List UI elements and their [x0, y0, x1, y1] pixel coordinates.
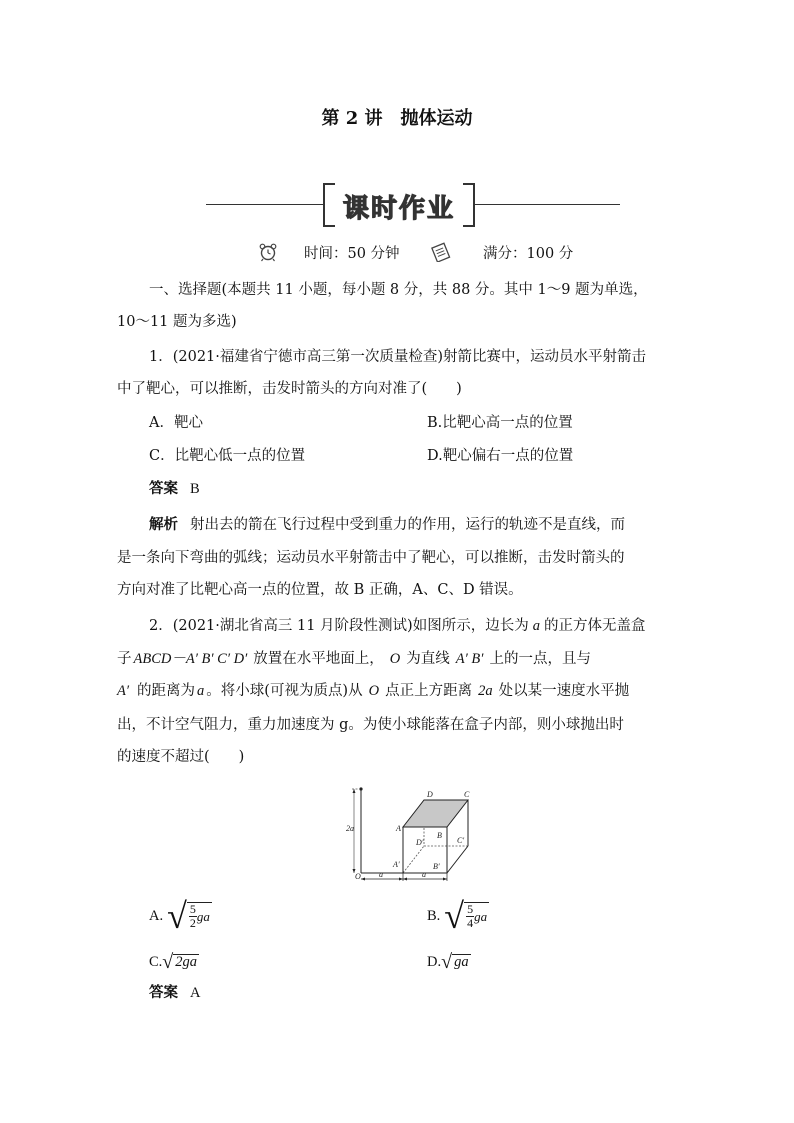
- q2-option-a: [149, 898, 212, 934]
- q1-analysis-line3: 方向对准了比靶心高一点的位置，故 B 正确，A、C、D 错误。: [117, 582, 523, 598]
- q2-answer-label: 答案: [149, 984, 178, 1001]
- q2-answer-row: [149, 986, 200, 1001]
- banner-title: 课时作业: [342, 194, 455, 224]
- q2-stem-line5: 的速度不超过( ): [117, 749, 245, 765]
- q2-stem-line2: [117, 652, 591, 667]
- q2-fig-label-bp: B′: [433, 862, 440, 871]
- q2-stem-line3: [117, 684, 629, 699]
- q2-line2-text-d: 上的一点，且与: [489, 651, 591, 667]
- q2-fig-launch-point: [359, 787, 362, 790]
- q2-stem-line1: [149, 619, 645, 634]
- q2-line3-text-b: 的距离为: [137, 683, 196, 699]
- banner-left-rule: [206, 204, 323, 205]
- q2-cube-figure: [342, 785, 482, 885]
- q2-option-b-denominator: 4: [467, 916, 474, 930]
- q1-stem-line2: 中了靶心，可以推断，击发时箭头的方向对准了( ): [117, 381, 462, 397]
- q2-fig-label-o: O: [355, 872, 361, 881]
- q2-line3-height: 2a: [478, 683, 493, 699]
- q2-line1-var: a: [532, 618, 540, 634]
- q2-option-b: [427, 898, 489, 934]
- q2-line3-text-d: 点正上方距离: [385, 683, 473, 699]
- q2-fig-label-a: A: [396, 824, 401, 833]
- q2-fig-label-c: C: [464, 790, 470, 799]
- q2-option-b-sqrt: √ $\frac{5}{4}$ ga: [444, 896, 488, 936]
- q2-line2-text-c: 为直线: [406, 651, 450, 667]
- q2-line1-text-a: 2．(2021·湖北省高三 11 月阶段性测试)如图所示，边长为: [149, 618, 529, 634]
- q2-line2-text-a: 子: [117, 651, 132, 667]
- q2-fig-label-cp: C′: [457, 836, 465, 845]
- q2-line1-text-b: 的正方体无盖盒: [543, 618, 646, 634]
- q1-answer-label: 答案: [149, 480, 178, 497]
- q2-line2-edge: A′ B′: [455, 651, 484, 667]
- q2-line3-var: a: [197, 683, 205, 699]
- q2-stem-line4: 出，不计空气阻力，重力加速度为 g。为使小球能落在盒子内部，则小球抛出时: [117, 717, 624, 733]
- q2-fig-label-b: B: [437, 831, 442, 840]
- time-limit: 时间：50 分钟: [304, 246, 400, 262]
- q2-option-c-sqrt: √ 2ga: [162, 951, 198, 973]
- section-heading-line2: 10～11 题为多选): [117, 314, 237, 330]
- q2-option-b-label: B.: [427, 907, 441, 924]
- q2-fig-label-a2: a: [422, 870, 426, 879]
- page-title: 第 2 讲 抛体运动: [321, 108, 473, 129]
- q1-option-d: D.靶心偏右一点的位置: [427, 448, 574, 464]
- q2-option-b-numerator: 5: [467, 901, 474, 916]
- banner-right-rule: [475, 204, 620, 205]
- q2-option-a-denominator: 2: [189, 916, 196, 930]
- q2-option-a-sqrt: √ $\frac{5}{2}$ ga: [167, 896, 210, 936]
- banner-left-bracket: [323, 183, 335, 227]
- section-heading-line1: 一、选择题(本题共 11 小题，每小题 8 分，共 88 分。其中 1～9 题为单选，: [149, 282, 648, 298]
- q1-answer-value: B: [190, 481, 200, 497]
- q1-stem-line1: 1．(2021·福建省宁德市高三第一次质量检查)射箭比赛中，运动员水平射箭击: [149, 349, 647, 365]
- q2-line3-text-c: 。将小球(可视为质点)从: [206, 683, 363, 699]
- q2-option-d: [427, 952, 471, 972]
- q2-option-d-radicand: ga: [454, 954, 469, 971]
- q2-option-a-label: A.: [149, 907, 164, 924]
- q1-option-a: A．靶心: [149, 415, 203, 431]
- q2-option-c: [149, 952, 199, 972]
- q2-option-d-sqrt: √ ga: [441, 951, 469, 973]
- q2-option-a-var: ga: [196, 909, 210, 924]
- q2-option-c-label: C.: [149, 953, 163, 970]
- q1-analysis-line1: [149, 518, 625, 533]
- q2-fig-label-a1: a: [379, 870, 383, 879]
- q2-fig-label-2a: 2a: [346, 824, 354, 833]
- q2-fig-label-dp: D′: [416, 838, 424, 847]
- q2-line2-text-b: 放置在水平地面上，: [253, 651, 384, 667]
- q2-line3-point-o: O: [368, 683, 380, 699]
- q1-answer-row: [149, 482, 200, 497]
- alarm-clock-icon: [258, 242, 278, 262]
- q2-answer-value: A: [190, 985, 201, 1001]
- q2-option-c-radicand: 2ga: [175, 954, 198, 971]
- q1-option-b: B.比靶心高一点的位置: [427, 415, 573, 431]
- q1-analysis-label: 解析: [149, 516, 178, 533]
- full-score: 满分：100 分: [483, 246, 574, 262]
- q2-option-d-label: D.: [427, 953, 442, 970]
- q2-fig-label-ap: A′: [393, 860, 400, 869]
- q2-option-b-var: ga: [474, 909, 488, 924]
- q2-line3-text-e: 处以某一速度水平抛: [498, 683, 630, 699]
- q1-analysis-text1: 射出去的箭在飞行过程中受到重力的作用，运行的轨迹不是直线，而: [190, 517, 625, 533]
- q1-option-c: C．比靶心低一点的位置: [149, 448, 306, 464]
- banner-right-bracket: [463, 183, 475, 227]
- q1-analysis-line2: 是一条向下弯曲的弧线；运动员水平射箭击中了靶心，可以推断，击发时箭头的: [117, 550, 625, 566]
- score-sheet-icon: [430, 242, 452, 262]
- q2-line3-point: A′: [117, 683, 130, 699]
- q2-line2-box-label: ABCD－A′ B′ C′ D′: [133, 651, 248, 667]
- q2-option-a-numerator: 5: [189, 901, 196, 916]
- q2-fig-top-face: [403, 800, 468, 827]
- q2-fig-label-d: D: [427, 790, 433, 799]
- q2-line2-point-o: O: [389, 651, 401, 667]
